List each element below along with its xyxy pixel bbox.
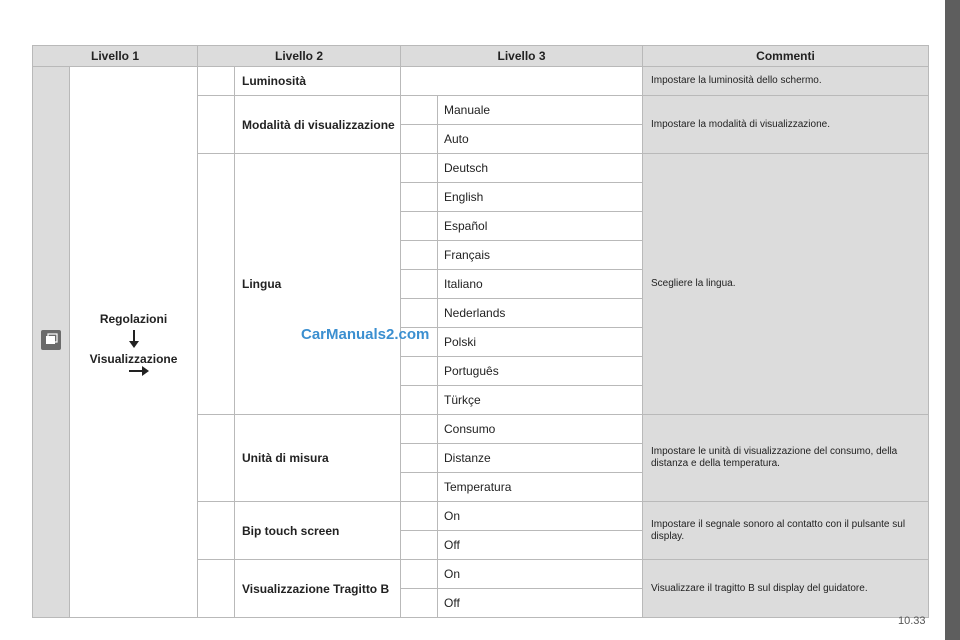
- header-level-1: Livello 1: [33, 46, 198, 67]
- header-row: [33, 46, 929, 67]
- watermark: CarManuals2.com: [301, 326, 430, 343]
- level3-option: Auto: [438, 125, 643, 154]
- path-visualizzazione: Visualizzazione: [89, 352, 178, 366]
- right-sidebar-strip: [945, 0, 960, 640]
- level3-option: Consumo: [438, 415, 643, 444]
- level3-option: Nederlands: [438, 299, 643, 328]
- comment-cell: Impostare la luminosità dello schermo.: [643, 67, 929, 96]
- level3-option: English: [438, 183, 643, 212]
- level2-item: Unità di misura: [235, 415, 401, 502]
- level3-empty: [401, 67, 643, 96]
- level3-option: On: [438, 502, 643, 531]
- level3-option: Manuale: [438, 96, 643, 125]
- spacer-cell: [401, 386, 438, 415]
- spacer-cell: [198, 96, 235, 154]
- comment-cell: Visualizzare il tragitto B sul display del guidatore.: [643, 560, 929, 618]
- spacer-cell: [198, 560, 235, 618]
- settings-icon: [41, 330, 61, 350]
- level2-item: Lingua: [235, 154, 401, 415]
- level3-option: Türkçe: [438, 386, 643, 415]
- level1-icon-cell: [33, 67, 70, 618]
- spacer-cell: [401, 415, 438, 444]
- level3-option: Español: [438, 212, 643, 241]
- spacer-cell: [401, 212, 438, 241]
- level2-item: Bip touch screen: [235, 502, 401, 560]
- header-comments: Commenti: [643, 46, 929, 67]
- spacer-cell: [401, 154, 438, 183]
- spacer-cell: [401, 241, 438, 270]
- arrow-down-icon: [133, 330, 135, 342]
- spacer-cell: [198, 502, 235, 560]
- header-level-2: Livello 2: [198, 46, 401, 67]
- level3-option: Distanze: [438, 444, 643, 473]
- level3-option: Português: [438, 357, 643, 386]
- spacer-cell: [401, 357, 438, 386]
- page-number: 10.33: [898, 615, 926, 627]
- spacer-cell: [401, 270, 438, 299]
- spacer-cell: [198, 154, 235, 415]
- level3-option: Italiano: [438, 270, 643, 299]
- spacer-cell: [401, 299, 438, 328]
- spacer-cell: [401, 531, 438, 560]
- spacer-cell: [401, 125, 438, 154]
- level2-item: Luminosità: [235, 67, 401, 96]
- level3-option: Deutsch: [438, 154, 643, 183]
- settings-menu-table: [32, 45, 929, 618]
- spacer-cell: [401, 96, 438, 125]
- level1-path-cell: [70, 67, 198, 618]
- spacer-cell: [401, 473, 438, 502]
- comment-cell: Impostare il segnale sonoro al contatto con il pulsante sul display.: [643, 502, 929, 560]
- arrow-right-icon: [129, 370, 143, 372]
- spacer-cell: [401, 589, 438, 618]
- level2-item: Visualizzazione Tragitto B: [235, 560, 401, 618]
- comment-cell: Impostare la modalità di visualizzazione.: [643, 96, 929, 154]
- comment-cell: Impostare le unità di visualizzazione del consumo, della distanza e della temperatura.: [643, 415, 929, 502]
- path-regolazioni: Regolazioni: [99, 312, 168, 326]
- level3-option: Polski: [438, 328, 643, 357]
- comment-cell: Scegliere la lingua.: [643, 154, 929, 415]
- spacer-cell: [198, 67, 235, 96]
- level2-item: Modalità di visualizzazione: [235, 96, 401, 154]
- spacer-cell: [401, 502, 438, 531]
- spacer-cell: [401, 444, 438, 473]
- level3-option: Off: [438, 531, 643, 560]
- spacer-cell: [401, 183, 438, 212]
- level3-option: Temperatura: [438, 473, 643, 502]
- spacer-cell: [198, 415, 235, 502]
- level3-option: Français: [438, 241, 643, 270]
- table-row: [33, 67, 929, 96]
- level3-option: Off: [438, 589, 643, 618]
- level3-option: On: [438, 560, 643, 589]
- spacer-cell: [401, 560, 438, 589]
- header-level-3: Livello 3: [401, 46, 643, 67]
